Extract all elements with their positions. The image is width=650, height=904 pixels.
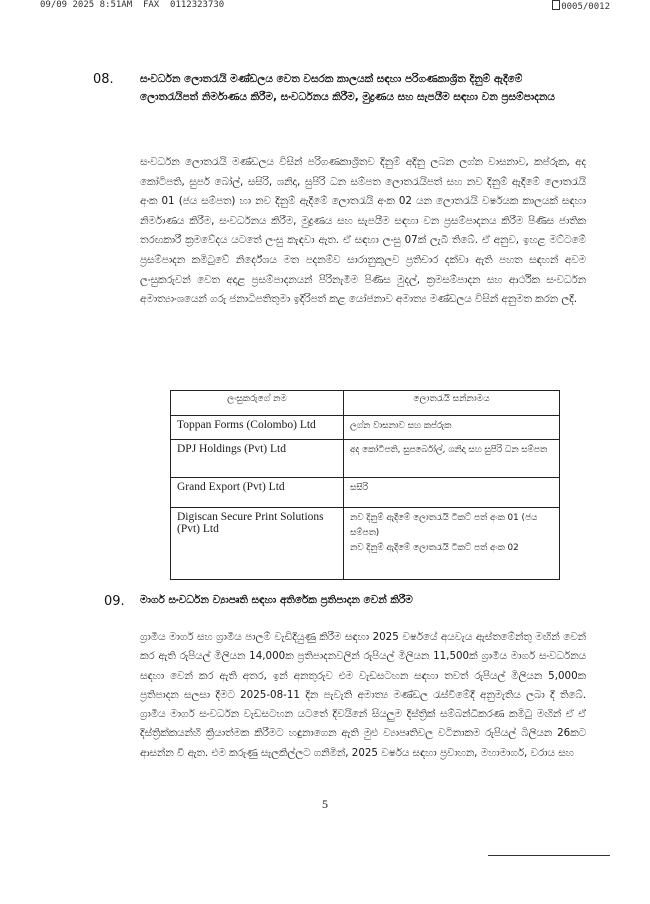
header-bidder-name: ලංසුකරුගේ නම bbox=[171, 391, 344, 416]
bidder-name: Toppan Forms (Colombo) Ltd bbox=[171, 416, 344, 440]
lottery-brand: අද කෝටිපති, සුපර්බෝල්, ශනිදා සහ සුපිරි ධන සම්පත bbox=[344, 440, 560, 478]
fax-header-left: 09/09 2025 8:51AM FAX 0112323730 bbox=[40, 0, 225, 10]
fax-page-count: 0005/0012 bbox=[561, 2, 610, 12]
footer-rule bbox=[488, 855, 610, 856]
table-row bbox=[171, 440, 560, 478]
lottery-brand: නව දිනුම් ඇදීමේ ලොතරැයි ටිකට් පත් අංක 01 (ජය සම්පත) bbox=[350, 513, 538, 538]
table-header-row bbox=[171, 391, 560, 416]
table-row bbox=[171, 478, 560, 508]
lottery-brand: සසිරි bbox=[344, 478, 560, 508]
section-08-paragraph: සංවර්ධන ලොතරැයි මණ්ඩලය විසින් පරිගණකාශ්‍රිතව දිනුම් අදිනු ලබන ලග්න වාසනාව, කප්රුක, අද කෝටිපති, සුපර් බෝල්, සසිරි, ශනිදා, සුපිරි ධන සම්පත ලොතරැයිපත් සහ නව දිනුම් ඇදීමේ ලොතරැයි අංක 01 (ජය සම්පත) හා නව දිනුම් ඇදීමේ ලොතරැයි අංක 02 යන ලොතරැයි වර්ෂයක කාලයක් සඳහා නිර්මාණය කිරීම, සංවර්ධනය කිරීම, මුද්‍රණය සහ සැපයීම සඳහා වන ප්‍රසම්පාදනය කිරීම පිණිස ජාතික තරඟකාරී ක්‍රමවේදය යටතේ ලංසු කැඳවා ඇත. ඒ සඳහා ලංසු 07ක් ලැබී තිබේ. ඒ අනුව, ඉහළ මට්ටමේ ප්‍රසම්පාදන කමිටුවේ නිර්දේශය මත පදනම්ව සාරානුකූලව ප්‍රතිචාර දක්වා ඇති පහත සඳහන් අවම ලංසුකරුවන් වෙත අදාළ ප්‍රසම්පාදනයන් පිරිනැමීම පිණිස මුදල්, ක්‍රමසම්පාදන සහ ආර්ථික සංවර්ධන අමාත්‍යාංශයෙන් ගරු ජනාධිපතිතුමා ඉදිරිපත් කළ යෝජනාව අමාත්‍ය මණ්ඩලය විසින් අනුමත කරන ලදී. bbox=[140, 156, 586, 306]
page-icon bbox=[552, 0, 560, 10]
fax-header-right bbox=[552, 0, 610, 12]
bidder-name: DPJ Holdings (Pvt) Ltd bbox=[171, 440, 344, 478]
lottery-brand-list bbox=[344, 508, 560, 580]
lottery-brand: නව දිනුම් ඇදීමේ ලොතරැයි ටිකට් පත් අංක 02 bbox=[350, 543, 519, 553]
section-09-paragraph: ග්‍රාමීය මාර්ග සහ ග්‍රාමීය පාලම් වැඩිදියුණු කිරීම සඳහා 2025 වර්ෂයේ අයවැය ඇස්තමේන්තු මඟින් වෙන් කර ඇති රුපියල් මිලියන 14,000ක ප්‍රතිපාදනවලින් රුපියල් මිලියන 11,500ක් ග්‍රාමීය මාර්ග සංවර්ධනය සඳහා වෙන් කර ඇති අතර, ඉන් අනතුරුව එම වැඩසටහන සඳහා තවත් රුපියල් මිලියන 5,000ක ප්‍රතිපාදන සලසා දීමට 2025-08-11 දින පැවැති අමාත්‍ය මණ්ඩල රැස්වීමේදී අනුමැතිය ලබා දී තිබේ. ග්‍රාමීය මාර්ග සංවර්ධන වැඩසටහන යටතේ දිවයිනේ සියලුම දිස්ත්‍රික් සම්බන්ධීකරණ කමිටු මඟින් ඒ ඒ දිස්ත්‍රික්කයන්හි ක්‍රියාත්මක කිරීමට හඳුනාගෙන ඇති මුළු ව්‍යාපෘතිවල වටිනාකම රුපියල් බිලියන 26කට ආසන්න වී ඇත. එම කරුණු සැලකිල්ලට ගනිමින්, 2025 වර්ෂය සඳහා ප්‍රවාහන, මහාමාර්ග, වරාය සහ bbox=[140, 631, 586, 759]
header-lottery-brand: ලොතරැයි සන්නාමය bbox=[344, 391, 560, 416]
section-09-heading: මාර්ග සංවර්ධන ව්‍යාපෘති සඳහා අතිරේක ප්‍රතිපාදන වෙන් කිරීම bbox=[140, 594, 413, 606]
bidder-name: Grand Export (Pvt) Ltd bbox=[171, 478, 344, 508]
section-08-heading: සංවර්ධන ලොතරැයි මණ්ඩලය වෙත වසරක කාලයක් සඳහා පරිගණකාශ්‍රිත දිනුම් ඇදීමේ ලොතරැයිපත් නිර්මාණය කිරීම, සංවර්ධනය කිරීම, මුද්‍රණය සහ සැපයීම සඳහා වන ප්‍රසම්පාදනය bbox=[140, 73, 555, 103]
bidders-table bbox=[170, 390, 560, 580]
lottery-brand: ලග්න වාසනාව සහ කප්රුක bbox=[344, 416, 560, 440]
table-row bbox=[171, 416, 560, 440]
page-number: 5 bbox=[322, 797, 328, 811]
bidder-name: Digiscan Secure Print Solutions (Pvt) Ltd bbox=[171, 508, 344, 580]
fax-header bbox=[40, 0, 610, 14]
section-08-number: 08. bbox=[93, 72, 114, 87]
table-row bbox=[171, 508, 560, 580]
section-09-number: 09. bbox=[104, 594, 125, 609]
